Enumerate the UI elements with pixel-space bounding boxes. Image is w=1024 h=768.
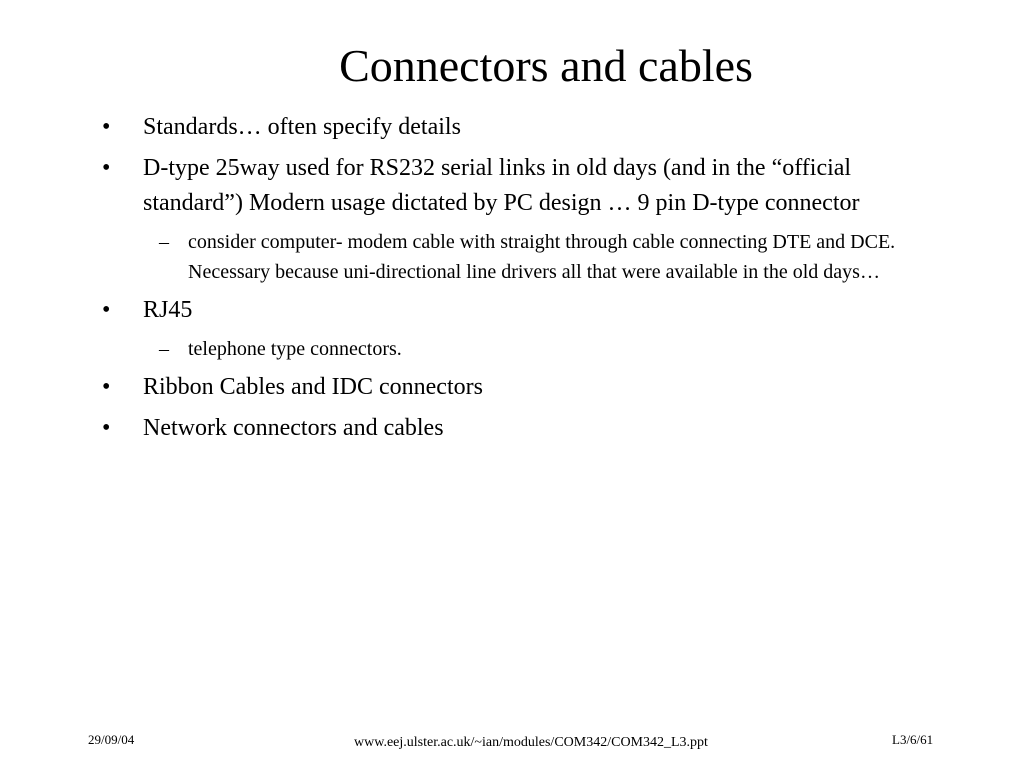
bullet-item: [0, 411, 1024, 446]
sub-bullet-item: [0, 334, 1024, 364]
bullet-item: [0, 151, 1024, 221]
bullet-item: [0, 293, 1024, 328]
bullet-text: Ribbon Cables and IDC connectors: [143, 374, 483, 400]
bullet-marker: •: [102, 114, 111, 140]
bullet-marker: •: [102, 155, 111, 181]
bullet-list: [0, 110, 1024, 446]
footer-page-number: L3/6/61: [892, 732, 934, 747]
bullet-text: RJ45: [143, 297, 193, 323]
bullet-marker: •: [102, 415, 111, 441]
footer-url: www.eej.ulster.ac.uk/~ian/modules/COM342/COM342_L3.ppt: [354, 735, 708, 750]
sub-bullet-item: [0, 227, 1024, 287]
bullet-marker: •: [102, 297, 111, 323]
bullet-text: Network connectors and cables: [143, 415, 444, 441]
bullet-item: [0, 370, 1024, 405]
sub-bullet-marker: –: [159, 338, 169, 360]
bullet-marker: •: [102, 374, 111, 400]
bullet-text: Standards… often specify details: [143, 114, 461, 140]
sub-bullet-marker: –: [159, 231, 169, 253]
bullet-item: [0, 110, 1024, 145]
sub-bullet-text: consider computer- modem cable with straight through cable connecting DTE and DCE. Necessary because uni-directional line drivers all that were available in the old days…: [188, 231, 896, 283]
bullet-text: D-type 25way used for RS232 serial links in old days (and in the “official standard”) Modern usage dictated by PC design … 9 pin D-type connector: [143, 155, 860, 216]
footer-date: 29/09/04: [88, 732, 135, 747]
slide-title: Connectors and cables: [339, 40, 753, 91]
sub-bullet-text: telephone type connectors.: [188, 338, 402, 360]
